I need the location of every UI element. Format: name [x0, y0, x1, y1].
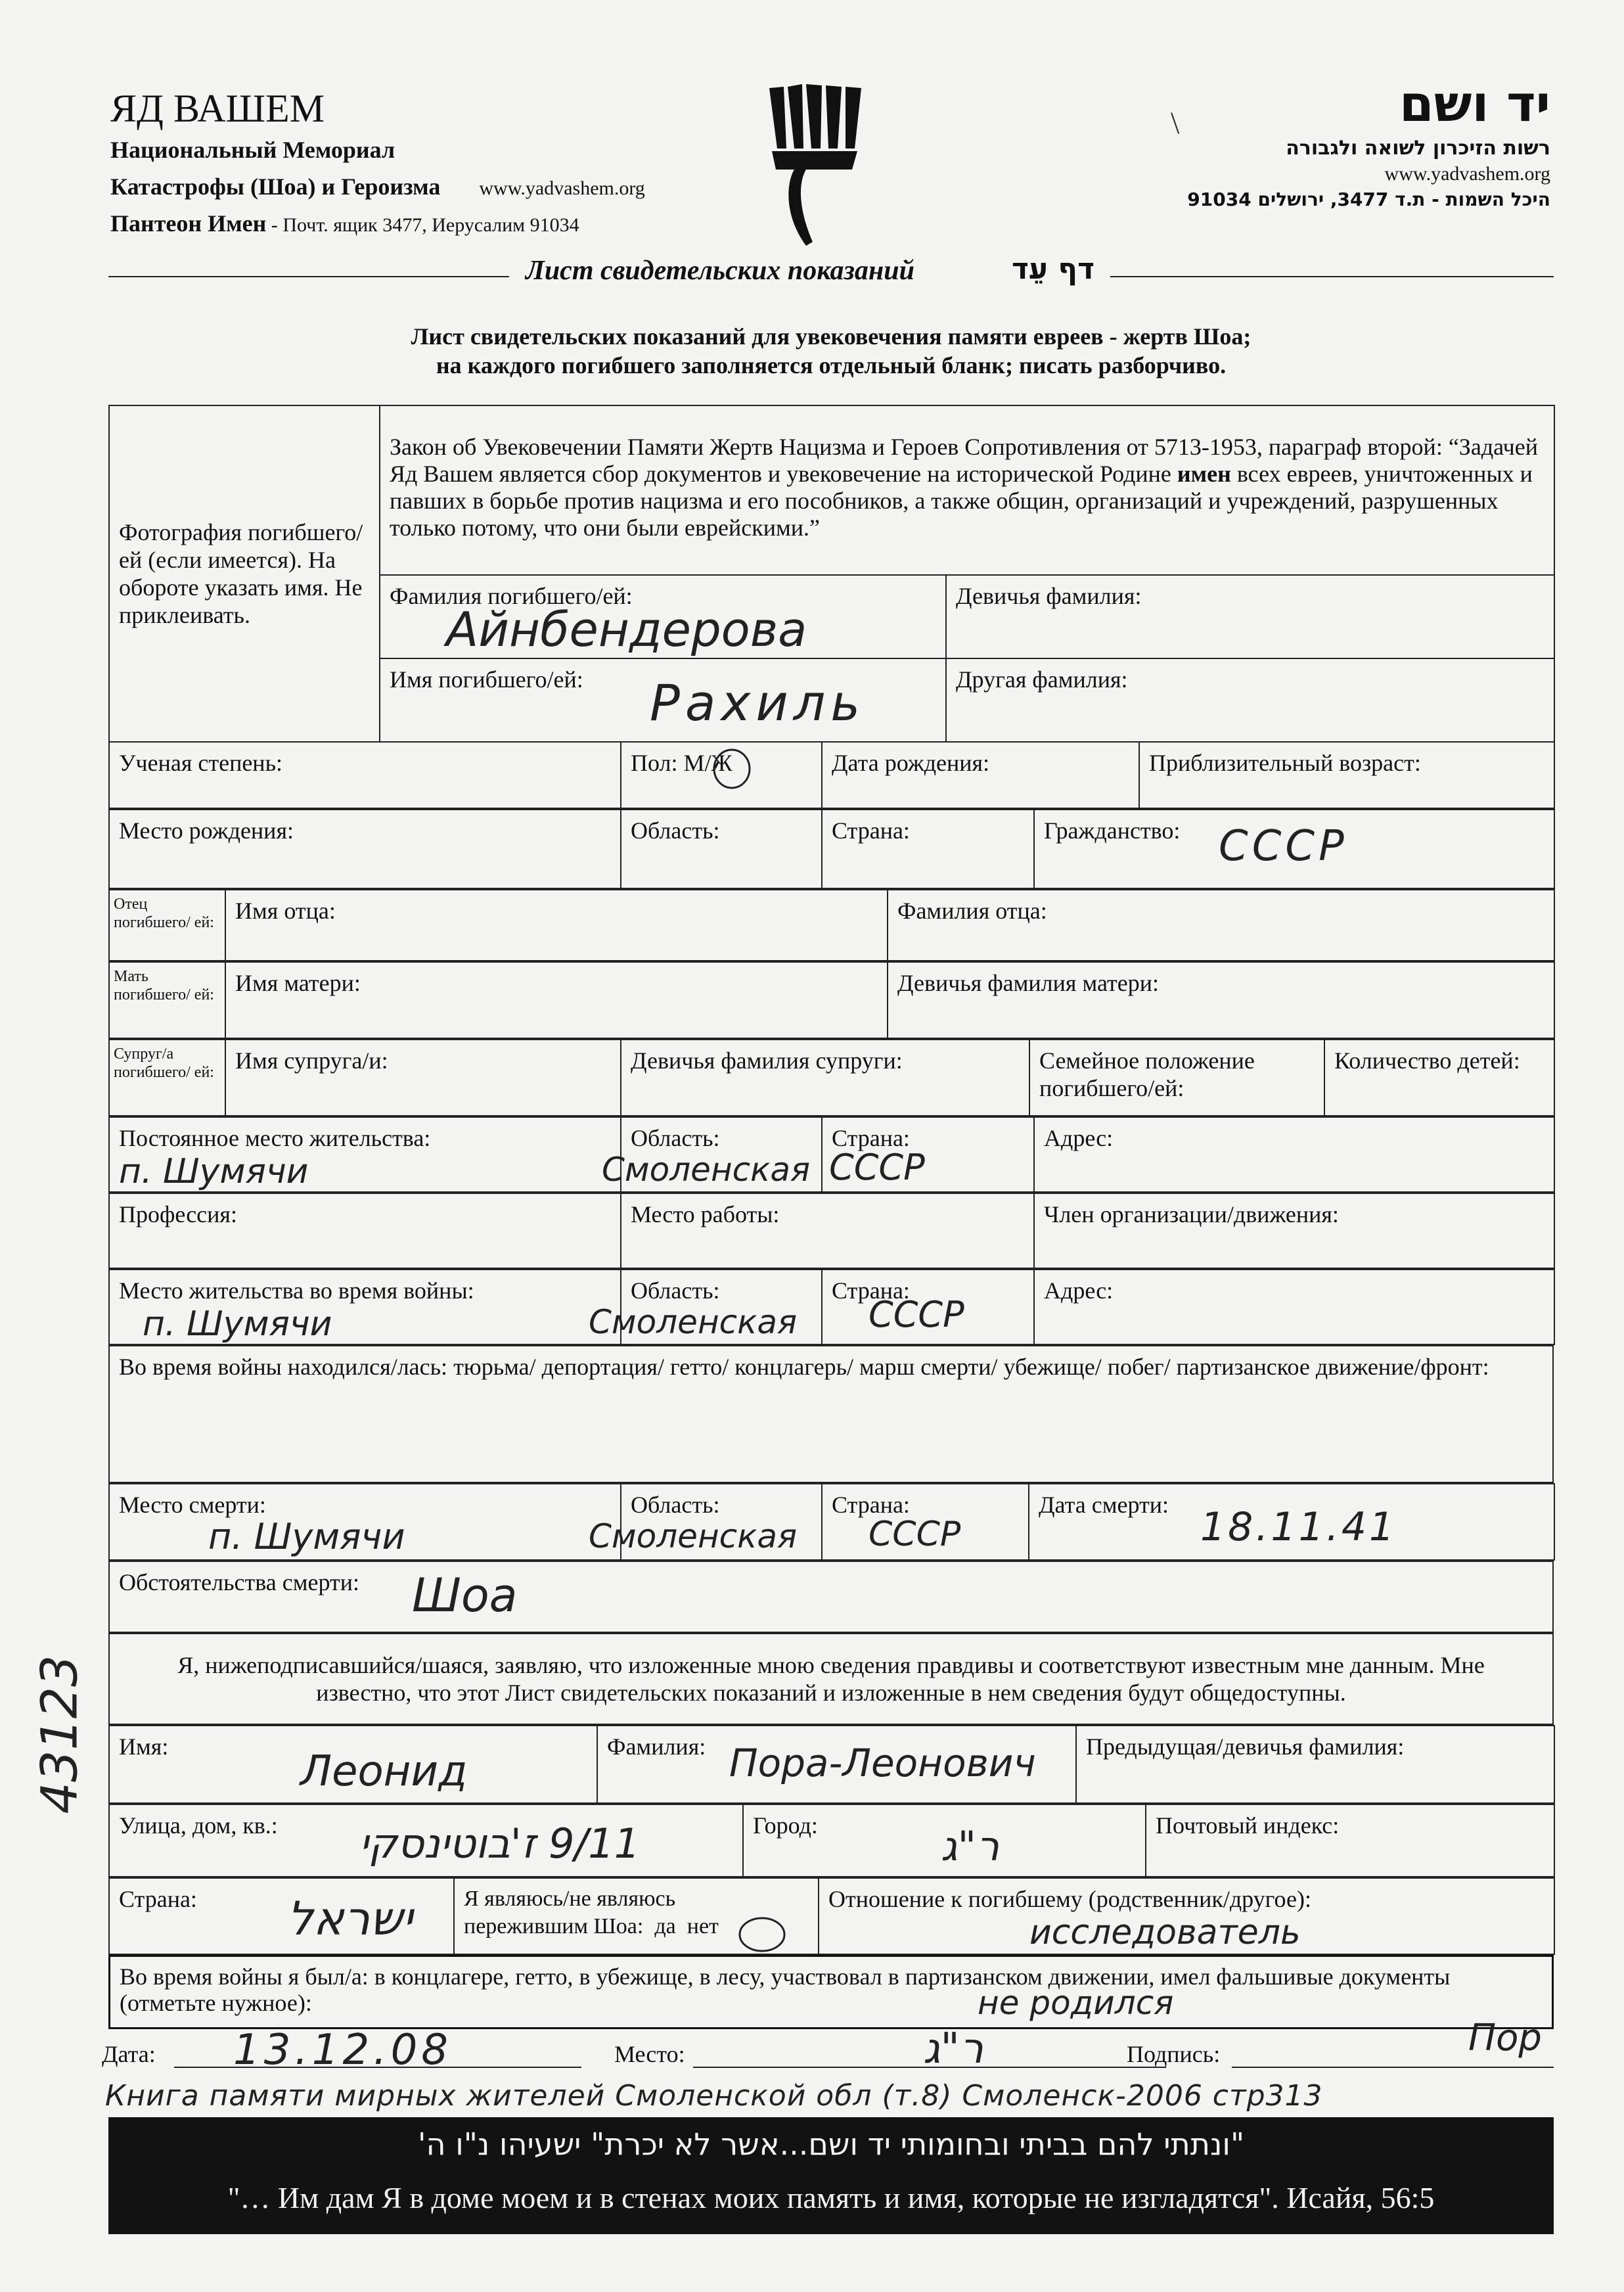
- street-row: [108, 1804, 1554, 1877]
- workplace-label: Место работы:: [631, 1201, 780, 1227]
- father-name-cell[interactable]: [225, 890, 888, 961]
- death-region-cell[interactable]: [589, 1484, 822, 1560]
- margin-number: 43123: [30, 1655, 89, 1814]
- death-place-value: п. Шумячи: [208, 1516, 405, 1557]
- death-country-label: Страна:: [832, 1492, 910, 1518]
- victim-name-label: Имя погибшего/ей:: [390, 666, 583, 693]
- residence-cell[interactable]: [109, 1117, 621, 1192]
- war-residence-value: п. Шумячи: [143, 1304, 332, 1344]
- profession-cell[interactable]: [109, 1193, 621, 1268]
- form-title-he: דף עֵד: [1012, 252, 1094, 286]
- residence-region-value: Смоленская: [602, 1151, 811, 1189]
- spouse-maiden-cell[interactable]: [621, 1040, 1029, 1116]
- submitter-name-label: Имя:: [119, 1733, 169, 1760]
- war-residence-cell[interactable]: [109, 1270, 621, 1344]
- memorial-line-1: Национальный Мемориал: [110, 137, 395, 163]
- death-row: [108, 1483, 1554, 1561]
- birth-row: [108, 809, 1554, 889]
- law-text-bold: имен: [1177, 461, 1231, 487]
- declaration-text: Я, нижеподписавшийся/шаяся, заявляю, что изложенные мною сведения правдивы и соответствуют известным мне данным. Мне известно, что этот Лист свидетельских показаний и изложенные в нем сведения будут общедоступны.: [177, 1652, 1485, 1706]
- intro-line-1: Лист свидетельских показаний для увековечения памяти евреев - жертв Шоа;: [411, 323, 1252, 350]
- submitter-war-box[interactable]: [108, 1955, 1554, 2029]
- citizenship-value: СССР: [1219, 822, 1348, 871]
- death-circumstances-row: [108, 1561, 1554, 1633]
- footer-banner: [108, 2117, 1554, 2234]
- submitter-country-label: Страна:: [119, 1886, 197, 1912]
- age-cell[interactable]: [1139, 742, 1554, 808]
- war-status-cell[interactable]: [109, 1346, 1553, 1482]
- submitter-name-value: Леонид: [300, 1747, 468, 1796]
- war-country-value: СССР: [868, 1294, 964, 1335]
- work-row: [108, 1193, 1554, 1269]
- war-country-label: Страна:: [832, 1277, 910, 1304]
- hebrew-line-3: היכל השמות - ת.ד 3477, ירושלים 91034: [1187, 189, 1550, 210]
- death-country-value: СССР: [868, 1515, 961, 1554]
- mother-name-cell[interactable]: [225, 962, 888, 1038]
- residence-address-cell[interactable]: [1034, 1117, 1554, 1192]
- war-region-cell[interactable]: [589, 1270, 822, 1344]
- street-value: 9/11 ז'בוטינסקי: [359, 1820, 641, 1868]
- survivor-label-1: Я являюсь/не являюсь: [464, 1887, 676, 1911]
- residence-row: [108, 1116, 1554, 1193]
- mother-maiden-cell[interactable]: [888, 962, 1554, 1038]
- female-circled-mark: [712, 748, 752, 790]
- law-text-cell: [380, 405, 1554, 575]
- footer-hebrew: "ונתתי להם בביתי ובחומותי יד ושם...אשר לא יכרת" ישעיהו נ"ו ה': [417, 2126, 1245, 2162]
- sex-label: Пол:: [631, 750, 678, 776]
- sign-label: Подпись:: [1127, 2041, 1221, 2067]
- submitter-surname-cell[interactable]: [597, 1726, 1076, 1803]
- form-title-ru: Лист свидетельских показаний: [526, 256, 914, 286]
- yad-vashem-logo: [765, 78, 864, 248]
- spouse-row: [108, 1039, 1554, 1116]
- war-region-value: Смоленская: [589, 1303, 798, 1341]
- date-label: Дата:: [102, 2041, 156, 2067]
- submitter-war-label: Во время войны я был/а: в концлагере, гетто, в убежище, в лесу, участвовал в партизанском движении, имел фальшивые документы (отметьте нужное):: [120, 1963, 1451, 2016]
- victim-other-name-label: Другая фамилия:: [956, 666, 1128, 693]
- pantheon-line: [110, 207, 767, 245]
- victim-surname-value: Айнбендерова: [446, 602, 807, 657]
- submitter-surname-value: Пора-Леонович: [729, 1741, 1036, 1785]
- age-label: Приблизительный возраст:: [1149, 750, 1421, 776]
- submitter-country-cell[interactable]: [109, 1878, 454, 1954]
- death-date-cell[interactable]: [1029, 1484, 1554, 1560]
- war-address-cell[interactable]: [1034, 1270, 1554, 1344]
- survivor-label-2: пережившим Шоа:: [464, 1914, 644, 1938]
- residence-country-cell[interactable]: [822, 1117, 1034, 1192]
- website-he[interactable]: www.yadvashem.org: [1384, 163, 1550, 185]
- death-circumstances-label: Обстоятельства смерти:: [119, 1569, 359, 1595]
- spouse-name-cell[interactable]: [225, 1040, 621, 1116]
- death-circumstances-cell[interactable]: [109, 1561, 1553, 1632]
- street-label: Улица, дом, кв.:: [119, 1812, 278, 1839]
- sex-cell[interactable]: [621, 742, 822, 808]
- title-rule-left: [108, 276, 509, 277]
- death-place-label: Место смерти:: [119, 1492, 266, 1518]
- mother-row: [108, 961, 1554, 1039]
- citizenship-cell[interactable]: [1034, 810, 1554, 888]
- spouse-maiden-label: Девичья фамилия супруги:: [631, 1047, 903, 1074]
- zip-cell[interactable]: [1146, 1804, 1554, 1877]
- degree-cell[interactable]: [109, 742, 621, 808]
- father-row: [108, 889, 1554, 961]
- relation-cell[interactable]: [819, 1878, 1554, 1954]
- birth-region-cell[interactable]: [621, 810, 822, 888]
- membership-cell[interactable]: [1034, 1193, 1554, 1268]
- hebrew-header: [1064, 72, 1550, 213]
- intro-line-2: на каждого погибшего заполняется отдельный бланк; писать разборчиво.: [436, 352, 1227, 378]
- photo-instructions: Фотография погибшего/ей (если имеется). На обороте указать имя. Не приклеивать.: [119, 519, 363, 628]
- workplace-cell[interactable]: [621, 1193, 1034, 1268]
- submitter-war-value: не родился: [978, 1984, 1174, 2022]
- residence-region-cell[interactable]: [602, 1117, 822, 1192]
- place-label: Место:: [614, 2041, 685, 2067]
- date-value[interactable]: 13.12.08: [233, 2026, 452, 2074]
- declaration-cell: [109, 1634, 1553, 1724]
- father-surname-label: Фамилия отца:: [897, 898, 1047, 924]
- profession-label: Профессия:: [119, 1201, 237, 1227]
- death-region-value: Смоленская: [589, 1517, 798, 1555]
- war-residence-row: [108, 1269, 1554, 1345]
- submitter-country-value: ישראל: [287, 1892, 413, 1946]
- residence-region-label: Область:: [631, 1125, 720, 1151]
- dob-label: Дата рождения:: [832, 750, 990, 776]
- father-surname-cell[interactable]: [888, 890, 1554, 961]
- footer-russian: "… Им дам Я в доме моем и в стенах моих память и имя, которые не изгладятся". Исайя, 56:5: [227, 2181, 1435, 2214]
- war-country-cell[interactable]: [822, 1270, 1034, 1344]
- father-name-label: Имя отца:: [235, 898, 336, 924]
- father-side-label: Отец погибшего/ ей:: [114, 896, 214, 931]
- survivor-no-circled-mark: [737, 1915, 787, 1954]
- victim-name-cell[interactable]: [380, 658, 946, 742]
- death-region-label: Область:: [631, 1492, 720, 1518]
- victim-name-value: Рахиль: [650, 674, 866, 732]
- mother-maiden-label: Девичья фамилия матери:: [897, 970, 1160, 996]
- survivor-yes[interactable]: да: [654, 1914, 676, 1938]
- death-country-cell[interactable]: [822, 1484, 1029, 1560]
- pantheon-address: - Почт. ящик 3477, Иерусалим 91034: [266, 214, 579, 236]
- website-ru[interactable]: www.yadvashem.org: [479, 177, 645, 199]
- war-address-label: Адрес:: [1044, 1277, 1114, 1304]
- war-residence-label: Место жительства во время войны:: [119, 1277, 474, 1304]
- birth-country-label: Страна:: [832, 817, 910, 844]
- memorial-line-2: Катастрофы (Шоа) и Героизма: [110, 173, 441, 200]
- sign-rule: [1232, 2067, 1554, 2068]
- source-note: Книга памяти мирных жителей Смоленской обл (т.8) Смоленск-2006 стр313: [105, 2079, 1323, 2113]
- victim-header-block: [108, 405, 1554, 741]
- war-status-label: Во время войны находился/лась: тюрьма/ депортация/ гетто/ концлагерь/ марш смерти/ убежище/ побег/ партизанское движение/фронт:: [119, 1354, 1489, 1380]
- war-status-row: [108, 1345, 1554, 1483]
- residence-label: Постоянное место жительства:: [119, 1125, 431, 1151]
- death-date-label: Дата смерти:: [1039, 1492, 1169, 1518]
- city-cell[interactable]: [743, 1804, 1146, 1877]
- degree-row: [108, 741, 1554, 809]
- residence-country-value: СССР: [829, 1147, 925, 1188]
- father-side-cell: [109, 890, 225, 961]
- submitter-name-cell[interactable]: [109, 1726, 597, 1803]
- intro-text: [108, 322, 1554, 380]
- death-circumstances-value: Шоа: [412, 1569, 518, 1622]
- yad-vashem-title-he: יד ושם: [1399, 74, 1550, 133]
- birth-country-cell[interactable]: [822, 810, 1034, 888]
- relation-label: Отношение к погибшему (родственник/другое):: [828, 1886, 1311, 1912]
- citizenship-label: Гражданство:: [1044, 817, 1181, 844]
- victim-other-name-cell[interactable]: [946, 658, 1554, 742]
- residence-value: п. Шумячи: [119, 1152, 309, 1191]
- hebrew-line-1: רשות הזיכרון לשואה ולגבורה: [1286, 137, 1550, 160]
- zip-label: Почтовый индекс:: [1156, 1812, 1340, 1839]
- submitter-surname-label: Фамилия:: [607, 1733, 706, 1760]
- photo-box[interactable]: [109, 405, 380, 742]
- birth-region-label: Область:: [631, 817, 720, 844]
- residence-address-label: Адрес:: [1044, 1125, 1114, 1151]
- relation-value: исследователь: [1029, 1913, 1301, 1952]
- memorial-line-2-row: [110, 168, 767, 207]
- war-region-label: Область:: [631, 1277, 720, 1304]
- place-value[interactable]: ר"ג: [923, 2025, 983, 2073]
- mother-side-cell: [109, 962, 225, 1038]
- submitter-previous-name-cell[interactable]: [1076, 1726, 1554, 1803]
- victim-surname-label: Фамилия погибшего/ей:: [390, 583, 633, 609]
- mother-side-label: Мать погибшего/ ей:: [114, 968, 214, 1003]
- victim-maiden-label: Девичья фамилия:: [956, 583, 1142, 609]
- declaration-row: [108, 1633, 1554, 1725]
- spouse-name-label: Имя супруга/и:: [235, 1047, 388, 1074]
- survivor-no[interactable]: нет: [687, 1914, 719, 1938]
- pen-mark: \: [1171, 106, 1180, 141]
- submitter-name-row: [108, 1725, 1554, 1804]
- mother-name-label: Имя матери:: [235, 970, 361, 996]
- death-place-cell[interactable]: [109, 1484, 621, 1560]
- street-cell[interactable]: [109, 1804, 743, 1877]
- children-count-label: Количество детей:: [1334, 1047, 1520, 1074]
- dob-cell[interactable]: [822, 742, 1139, 808]
- children-count-cell[interactable]: [1324, 1040, 1554, 1116]
- survivor-cell[interactable]: [454, 1878, 819, 1954]
- victim-surname-cell[interactable]: [380, 575, 946, 658]
- title-rule-right: [1110, 276, 1554, 277]
- birthplace-cell[interactable]: [109, 810, 621, 888]
- spouse-side-label: Супруг/а погибшего/ ей:: [114, 1045, 214, 1081]
- residence-country-label: Страна:: [832, 1125, 910, 1151]
- sign-value[interactable]: Пор: [1468, 2017, 1542, 2059]
- pantheon-title: Пантеон Имен: [110, 210, 267, 237]
- submitter-previous-name-label: Предыдущая/девичья фамилия:: [1086, 1733, 1405, 1760]
- marital-status-label: Семейное положение погибшего/ей:: [1039, 1047, 1255, 1101]
- membership-label: Член организации/движения:: [1044, 1201, 1339, 1227]
- victim-maiden-cell[interactable]: [946, 575, 1554, 658]
- birthplace-label: Место рождения:: [119, 817, 294, 844]
- yad-vashem-title-ru: ЯД ВАШЕМ: [110, 87, 325, 130]
- russian-header: [110, 85, 767, 245]
- spouse-side-cell: [109, 1040, 225, 1116]
- degree-label: Ученая степень:: [119, 750, 282, 776]
- sex-options[interactable]: М/Ж: [683, 750, 733, 776]
- law-text-1: Закон об Увековечении Памяти Жертв Нацизма и Героев Сопротивления от 5713-1953, параграф второй: “Задачей Яд Вашем является сбор документов и увековечение на исторической Родине: [390, 434, 1539, 487]
- law-text-2: всех евреев, уничтоженных и павших в борьбе против нацизма и его пособников, а также общин, организаций и учреждений, разрушенных только потому, что они были еврейскими.”: [390, 461, 1533, 541]
- city-value: ר"ג: [941, 1822, 1000, 1870]
- marital-status-cell[interactable]: [1029, 1040, 1324, 1116]
- city-label: Город:: [753, 1812, 818, 1839]
- country-survivor-row: [108, 1877, 1554, 1955]
- death-date-value: 18.11.41: [1200, 1504, 1397, 1550]
